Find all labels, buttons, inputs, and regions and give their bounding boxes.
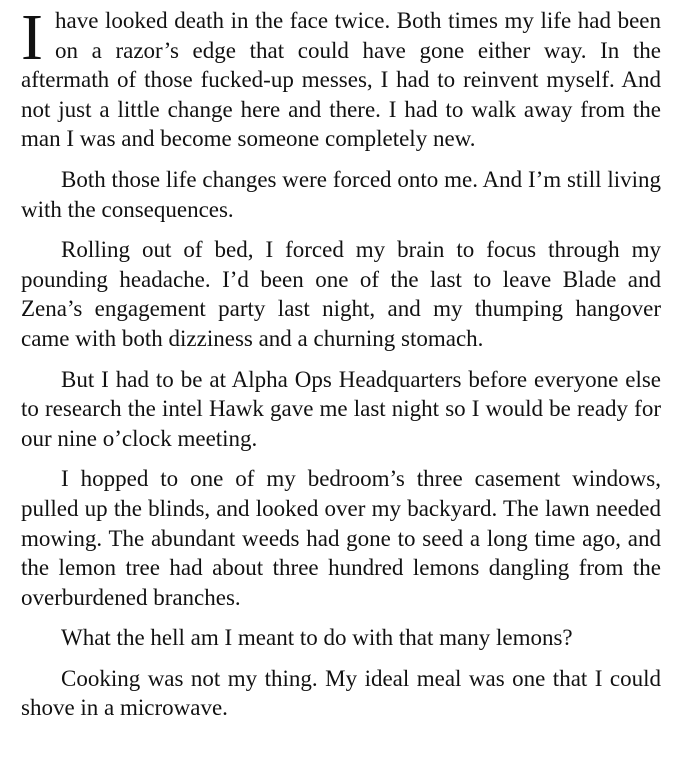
paragraph: But I had to be at Alpha Ops Headquarters before everyone else to research the intel Hawk gave me last night so I would be ready for our nine o’clock meeting. bbox=[21, 366, 661, 451]
drop-cap: I bbox=[21, 1, 43, 74]
paragraph: What the hell am I meant to do with that many lemons? bbox=[61, 625, 573, 651]
paragraph-text: have looked death in the face twice. Both times my life had been on a razor’s edge that could have gone either way. In the aftermath of those fucked-up messes, I had to reinvent myself. And not just a little change here and there. I had to walk away from the man I was and become someone completely new. bbox=[21, 8, 661, 152]
paragraph: Both those life changes were forced onto me. And I’m still living with the consequences. bbox=[21, 166, 661, 222]
paragraph-opening bbox=[21, 1, 661, 154]
paragraph: Cooking was not my thing. My ideal meal was one that I could shove in a microwave. bbox=[21, 665, 661, 721]
paragraph: Rolling out of bed, I forced my brain to focus through my pounding headache. I’d been one of the last to leave Blade and Zena’s engagement party last night, and my thumping hangover came with both dizziness and a churning stomach. bbox=[21, 237, 661, 351]
paragraph: I hopped to one of my bedroom’s three casement windows, pulled up the blinds, and looked over my backyard. The lawn needed mowing. The abundant weeds had gone to seed a long time ago, and the lemon tree had about three hundred lemons dangling from the overburdened branches. bbox=[21, 466, 661, 610]
